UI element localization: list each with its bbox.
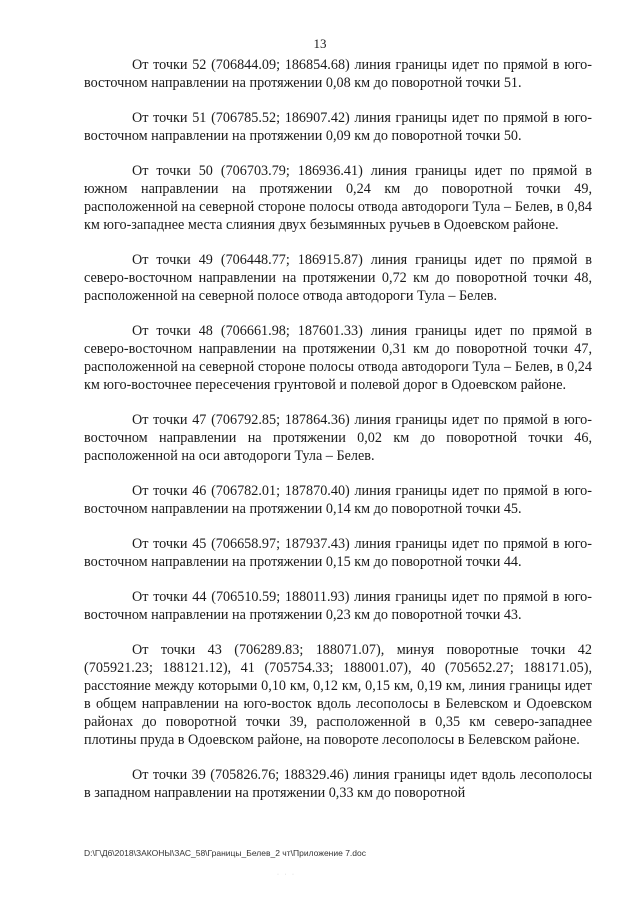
- paragraph: От точки 50 (706703.79; 186936.41) линия границы идет по прямой в южном направлении на протяжении 0,24 км до поворотной точки 49, расположенной на северной стороне полосы отвода автодороги Тула – Белев, в 0,84 км юго-западнее места слияния двух безымянных ручьев в Одоевском районе.: [84, 163, 592, 233]
- scan-speck: · · ·: [277, 872, 296, 878]
- paragraph: От точки 46 (706782.01; 187870.40) линия границы идет по прямой в юго-восточном направлении на протяжении 0,14 км до поворотной точки 45.: [84, 483, 592, 517]
- paragraph: От точки 43 (706289.83; 188071.07), минуя поворотные точки 42 (705921.23; 188121.12), 41 (705754.33; 188001.07), 40 (705652.27; 188171.05), расстояние между которыми 0,10 км, 0,12 км, 0,15 км, 0,19 км, линия границы идет в общем направлении на юго-восток вдоль лесополосы в Белевском и Одоевском районах до поворотной точки 39, расположенной в 0,35 км северо-западнее плотины пруда в Одоевском районе, на повороте лесополосы в Белевском районе.: [84, 642, 592, 748]
- footer-file-path: D:\Г\Д6\2018\ЗАКОНЫ\ЗАС_58\Границы_Белев_2 чт\Приложение 7.doc: [84, 848, 366, 858]
- paragraph: От точки 45 (706658.97; 187937.43) линия границы идет по прямой в юго-восточном направлении на протяжении 0,15 км до поворотной точки 44.: [84, 536, 592, 570]
- paragraph: От точки 51 (706785.52; 186907.42) линия границы идет по прямой в юго-восточном направлении на протяжении 0,09 км до поворотной точки 50.: [84, 110, 592, 144]
- paragraph: От точки 52 (706844.09; 186854.68) линия границы идет по прямой в юго-восточном направлении на протяжении 0,08 км до поворотной точки 51.: [84, 57, 592, 91]
- paragraph: От точки 48 (706661.98; 187601.33) линия границы идет по прямой в северо-восточном направлении на протяжении 0,31 км до поворотной точки 47, расположенной на северной стороне полосы отвода автодороги Тула – Белев, в 0,24 км юго-восточнее пересечения грунтовой и полевой дорог в Одоевском районе.: [84, 323, 592, 393]
- document-body: [84, 56, 592, 819]
- page-number: 13: [313, 36, 327, 51]
- paragraph: От точки 49 (706448.77; 186915.87) линия границы идет по прямой в северо-восточном направлении на протяжении 0,72 км до поворотной точки 48, расположенной на северной полосе отвода автодороги Тула – Белев.: [84, 252, 592, 304]
- paragraph: От точки 39 (705826.76; 188329.46) линия границы идет вдоль лесополосы в западном направлении на протяжении 0,33 км до поворотной: [84, 767, 592, 801]
- paragraph: От точки 44 (706510.59; 188011.93) линия границы идет по прямой в юго-восточном направлении на протяжении 0,23 км до поворотной точки 43.: [84, 589, 592, 623]
- paragraph: От точки 47 (706792.85; 187864.36) линия границы идет по прямой в юго-восточном направлении на протяжении 0,02 км до поворотной точки 46, расположенной на оси автодороги Тула – Белев.: [84, 412, 592, 464]
